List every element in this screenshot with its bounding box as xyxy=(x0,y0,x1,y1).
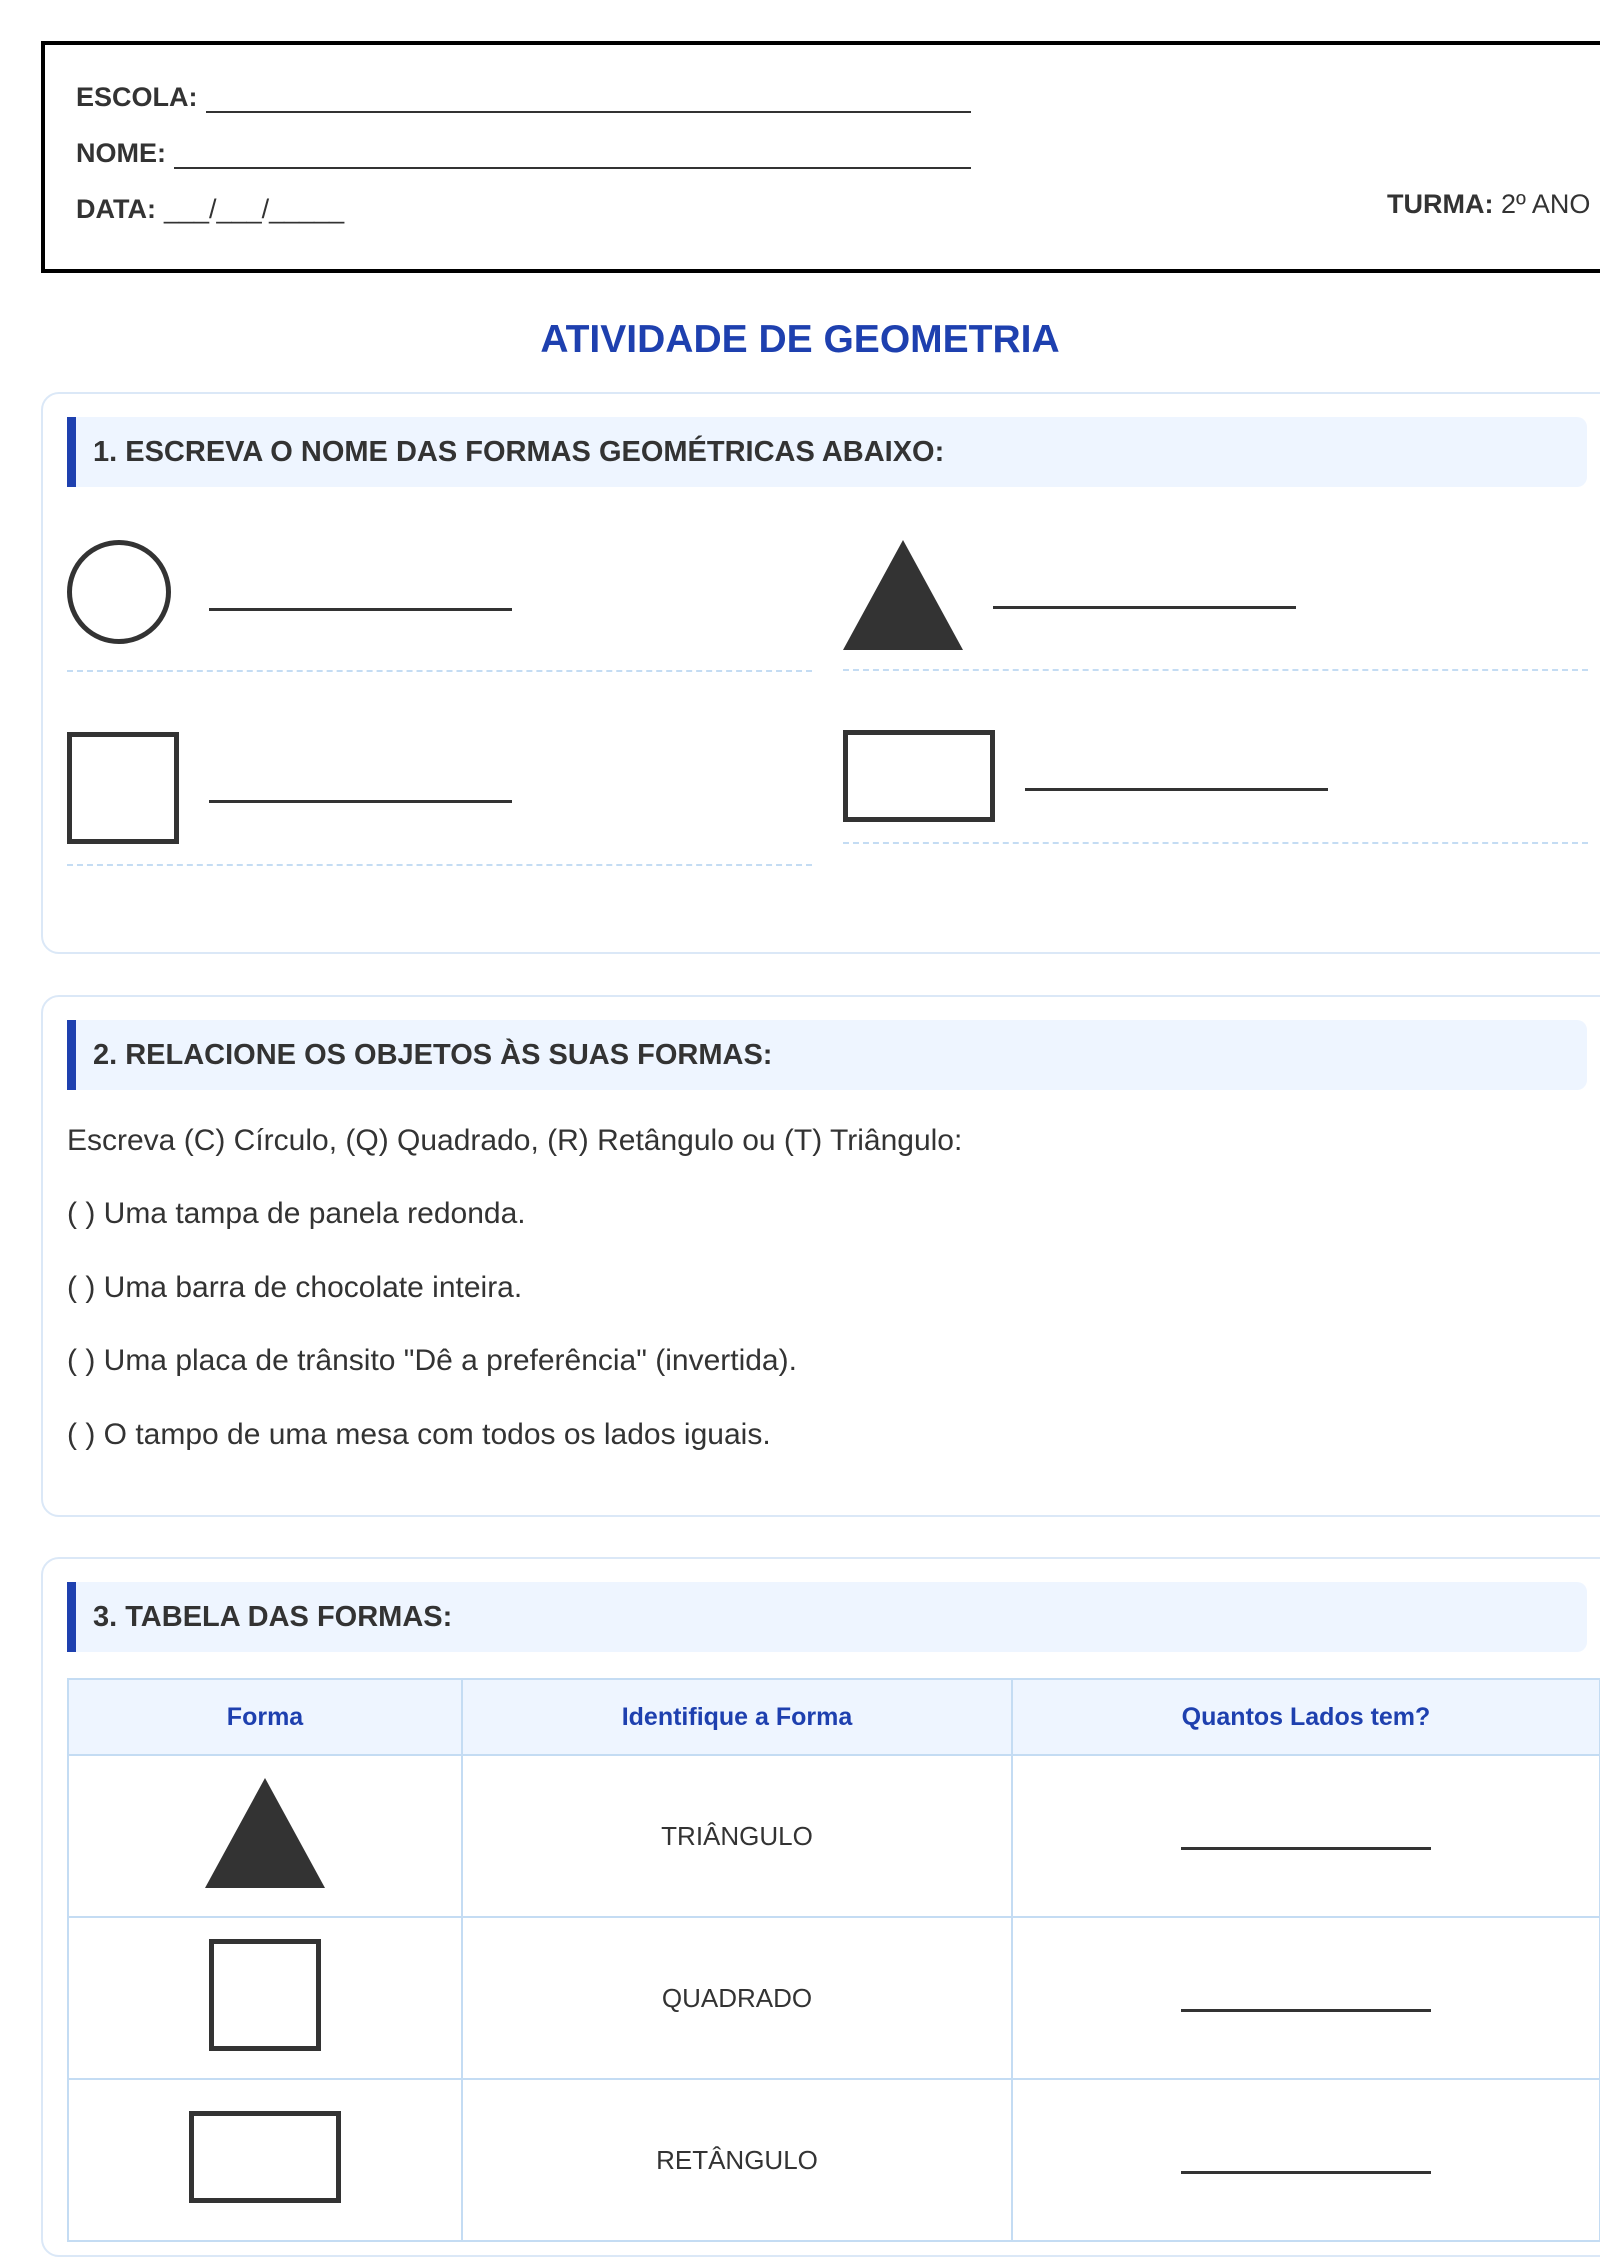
divider xyxy=(67,670,812,672)
nome-field[interactable] xyxy=(174,141,971,169)
column-header-lados: Quantos Lados tem? xyxy=(1012,1679,1600,1755)
shape-cell xyxy=(68,2079,462,2241)
turma xyxy=(1387,189,1590,220)
instruction-text: Escreva (C) Círculo, (Q) Quadrado, (R) Retângulo ou (T) Triângulo: xyxy=(67,1124,963,1157)
table-header-row xyxy=(68,1679,1600,1755)
section-1-heading-text: 1. ESCREVA O NOME DAS FORMAS GEOMÉTRICAS ABAIXO: xyxy=(93,435,945,468)
table-row xyxy=(68,1917,1600,2079)
data-label: DATA: xyxy=(76,194,156,224)
escola-row xyxy=(76,82,971,113)
section-1-heading xyxy=(67,417,1587,487)
square-shape-icon xyxy=(67,732,179,844)
shape-cell xyxy=(68,1917,462,2079)
triangle-shape-icon xyxy=(205,1778,325,1888)
nome-row xyxy=(76,138,971,169)
section-3-heading xyxy=(67,1582,1587,1652)
turma-label: TURMA: xyxy=(1387,189,1494,219)
student-info-box xyxy=(41,41,1600,273)
match-item[interactable]: ( ) Uma tampa de panela redonda. xyxy=(67,1197,526,1230)
sides-answer-field[interactable] xyxy=(1181,2171,1431,2174)
circle-answer-field[interactable] xyxy=(209,608,512,611)
section-3-heading-text: 3. TABELA DAS FORMAS: xyxy=(93,1600,453,1633)
table-row xyxy=(68,2079,1600,2241)
nome-label: NOME: xyxy=(76,138,166,168)
sides-cell xyxy=(1012,2079,1600,2241)
column-header-forma: Forma xyxy=(68,1679,462,1755)
shape-name-cell: TRIÂNGULO xyxy=(462,1755,1012,1917)
rectangle-answer-field[interactable] xyxy=(1025,788,1328,791)
section-2-card xyxy=(41,995,1600,1517)
shape-name-cell: RETÂNGULO xyxy=(462,2079,1012,2241)
data-field[interactable]: ___/___/_____ xyxy=(163,194,345,224)
sides-cell xyxy=(1012,1755,1600,1917)
triangle-answer-field[interactable] xyxy=(993,606,1296,609)
shapes-table xyxy=(67,1678,1600,2242)
triangle-shape-icon xyxy=(843,540,963,650)
divider xyxy=(843,842,1588,844)
divider xyxy=(67,864,812,866)
sides-answer-field[interactable] xyxy=(1181,2009,1431,2012)
escola-label: ESCOLA: xyxy=(76,82,198,112)
sides-answer-field[interactable] xyxy=(1181,1847,1431,1850)
rectangle-shape-icon xyxy=(189,2111,341,2203)
table-row xyxy=(68,1755,1600,1917)
section-2-heading-text: 2. RELACIONE OS OBJETOS ÀS SUAS FORMAS: xyxy=(93,1038,773,1071)
sides-cell xyxy=(1012,1917,1600,2079)
match-item[interactable]: ( ) Uma placa de trânsito "Dê a preferência" (invertida). xyxy=(67,1344,797,1377)
data-row xyxy=(76,194,344,225)
section-3-card xyxy=(41,1557,1600,2257)
turma-value: 2º ANO xyxy=(1501,189,1591,219)
divider xyxy=(843,669,1588,671)
match-item[interactable]: ( ) Uma barra de chocolate inteira. xyxy=(67,1271,523,1304)
match-item[interactable]: ( ) O tampo de uma mesa com todos os lados iguais. xyxy=(67,1418,771,1451)
circle-shape-icon xyxy=(67,540,171,644)
escola-field[interactable] xyxy=(206,85,971,113)
section-2-heading xyxy=(67,1020,1587,1090)
section-1-card xyxy=(41,392,1600,954)
column-header-identifique: Identifique a Forma xyxy=(462,1679,1012,1755)
rectangle-shape-icon xyxy=(843,730,995,822)
square-answer-field[interactable] xyxy=(209,800,512,803)
shape-name-cell: QUADRADO xyxy=(462,1917,1012,2079)
page-title: ATIVIDADE DE GEOMETRIA xyxy=(540,318,1060,361)
square-shape-icon xyxy=(209,1939,321,2051)
shape-cell xyxy=(68,1755,462,1917)
